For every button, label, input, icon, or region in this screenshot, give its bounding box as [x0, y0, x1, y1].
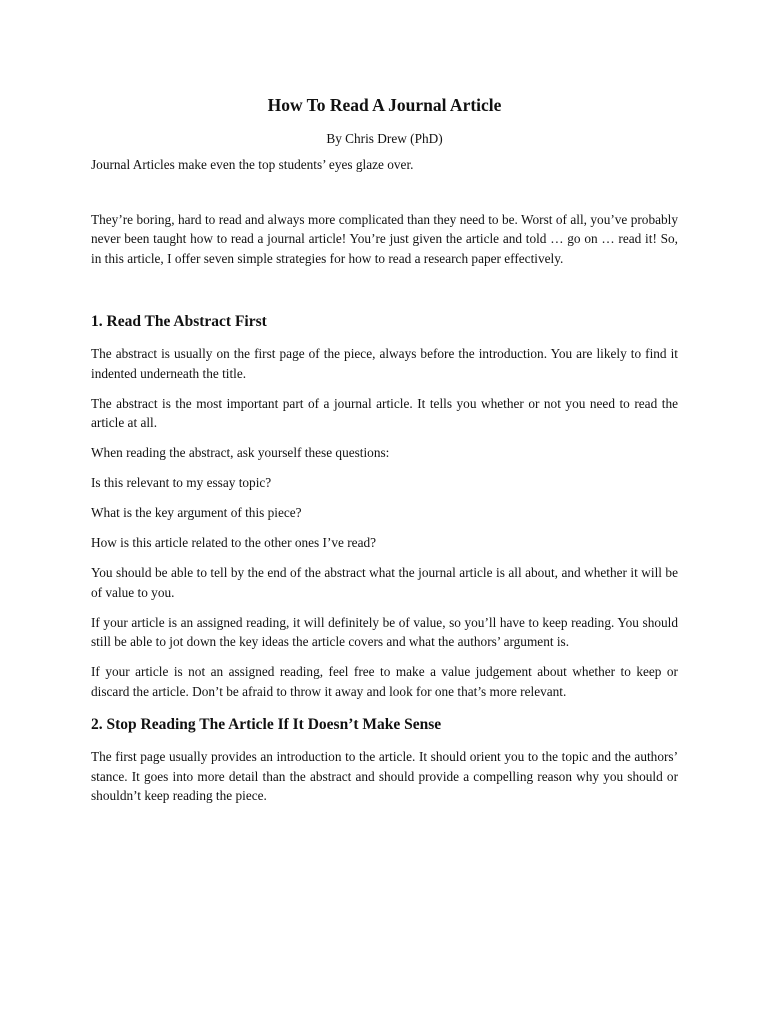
section-paragraph: When reading the abstract, ask yourself these questions: [91, 445, 390, 460]
section-paragraph: If your article is not an assigned reading, feel free to make a value judgement about whether to keep or discard the article. Don’t be afraid to throw it away and look for one that’s more relevant. [91, 664, 678, 699]
document-body [91, 92, 678, 806]
intro-paragraph: They’re boring, hard to read and always more complicated than they need to be. Worst of all, you’ve probably never been taught how to read a journal article! You’re just given the article and told … go on … read it! So, in this article, I offer seven simple strategies for how to read a research paper effectively. [91, 211, 678, 266]
intro-paragraph: Journal Articles make even the top students’ eyes glaze over. [91, 157, 414, 172]
section-paragraph: You should be able to tell by the end of the abstract what the journal article is all about, and whether it will be of value to you. [91, 565, 678, 600]
author-byline: By Chris Drew (PhD) [326, 131, 443, 146]
document-title: How To Read A Journal Article [267, 95, 502, 115]
section-paragraph: The abstract is usually on the first page of the piece, always before the introduction. You are likely to find it indented underneath the title. [91, 346, 678, 381]
question-item: Is this relevant to my essay topic? [91, 475, 272, 490]
question-item: What is the key argument of this piece? [91, 505, 302, 520]
section-paragraph: The abstract is the most important part of a journal article. It tells you whether or not you need to read the article at all. [91, 395, 678, 430]
section-paragraph: If your article is an assigned reading, it will definitely be of value, so you’ll have to keep reading. You should still be able to jot down the key ideas the article covers and what the authors’ argument is. [91, 614, 678, 649]
section-heading: 1. Read The Abstract First [91, 313, 267, 330]
question-item: How is this article related to the other ones I’ve read? [91, 535, 377, 550]
section-heading: 2. Stop Reading The Article If It Doesn’t Make Sense [91, 716, 442, 733]
section-paragraph: The first page usually provides an introduction to the article. It should orient you to the topic and the authors’ stance. It goes into more detail than the abstract and should provide a compelling reason why you should or shouldn’t keep reading the piece. [91, 749, 678, 803]
